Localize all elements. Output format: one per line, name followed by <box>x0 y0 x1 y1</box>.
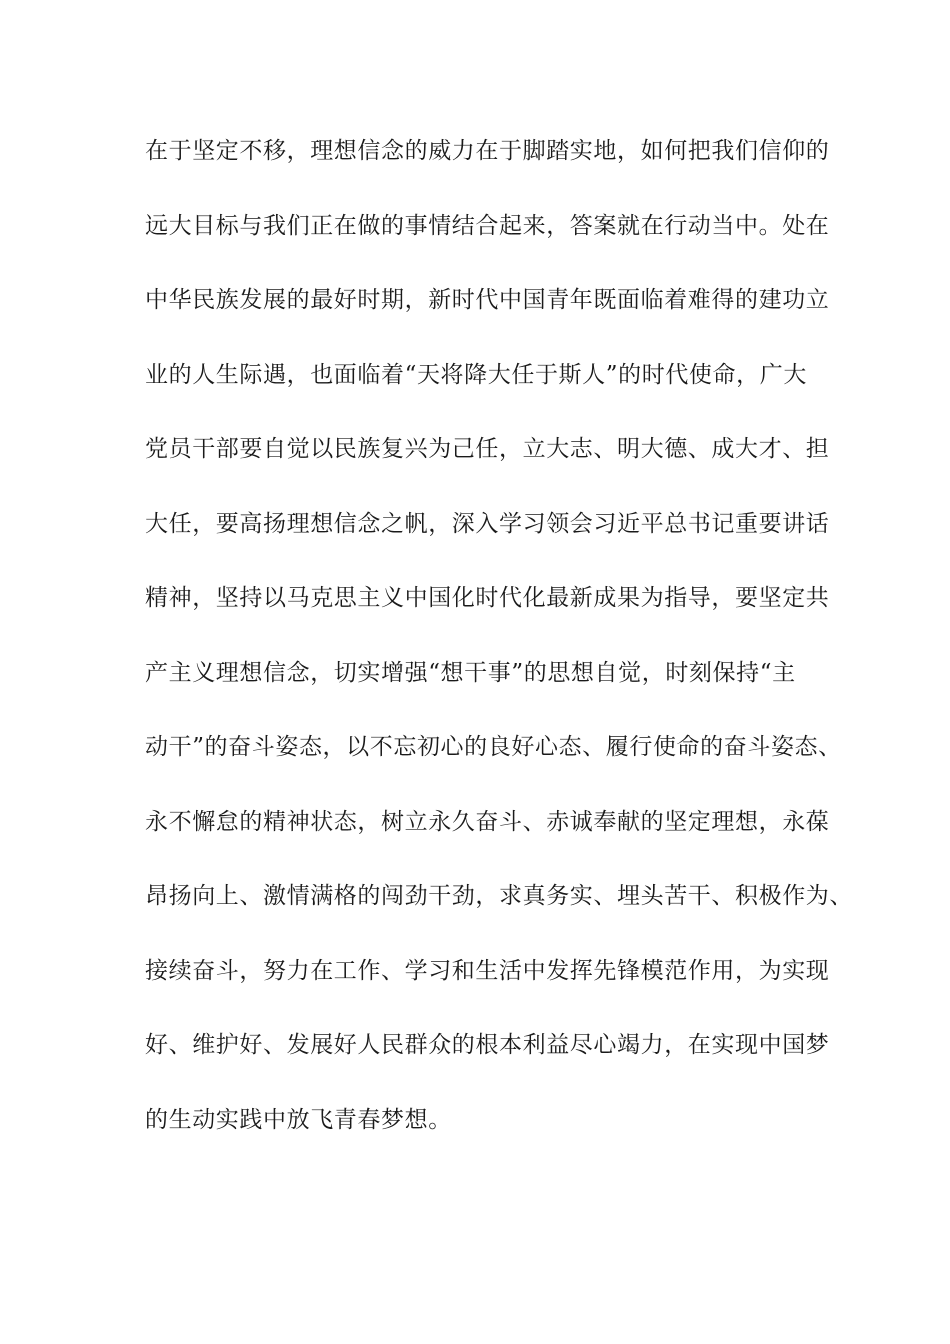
text-line: 中华民族发展的最好时期，新时代中国青年既面临着难得的建功立 <box>145 287 830 313</box>
text-line: 动干”的奋斗姿态，以不忘初心的良好心态、履行使命的奋斗姿态、 <box>145 734 842 760</box>
text-line: 好、维护好、发展好人民群众的根本利益尽心竭力，在实现中国梦 <box>145 1032 830 1058</box>
text-line: 党员干部要自觉以民族复兴为己任，立大志、明大德、成大才、担 <box>145 436 830 462</box>
text-line: 产主义理想信念，切实增强“想干事”的思想自觉，时刻保持“主 <box>145 659 796 686</box>
text-line: 业的人生际遇，也面临着“天将降大任于斯人”的时代使命，广大 <box>145 361 807 388</box>
text-line: 接续奋斗，努力在工作、学习和生活中发挥先锋模范作用，为实现 <box>145 957 830 984</box>
text-line: 永不懈怠的精神状态，树立永久奋斗、赤诚奉献的坚定理想，永葆 <box>145 808 830 835</box>
text-line: 大任，要高扬理想信念之帆，深入学习领会习近平总书记重要讲话 <box>145 510 830 537</box>
body-paragraph <box>145 128 853 1171</box>
text-line: 精神，坚持以马克思主义中国化时代化最新成果为指导，要坚定共 <box>145 585 830 611</box>
text-line: 远大目标与我们正在做的事情结合起来，答案就在行动当中。处在 <box>145 212 830 239</box>
text-line: 的生动实践中放飞青春梦想。 <box>145 1106 452 1133</box>
text-line: 在于坚定不移，理想信念的威力在于脚踏实地，如何把我们信仰的 <box>145 138 830 164</box>
text-line: 昂扬向上、激情满格的闯劲干劲，求真务实、埋头苦干、积极作为、 <box>145 883 853 909</box>
